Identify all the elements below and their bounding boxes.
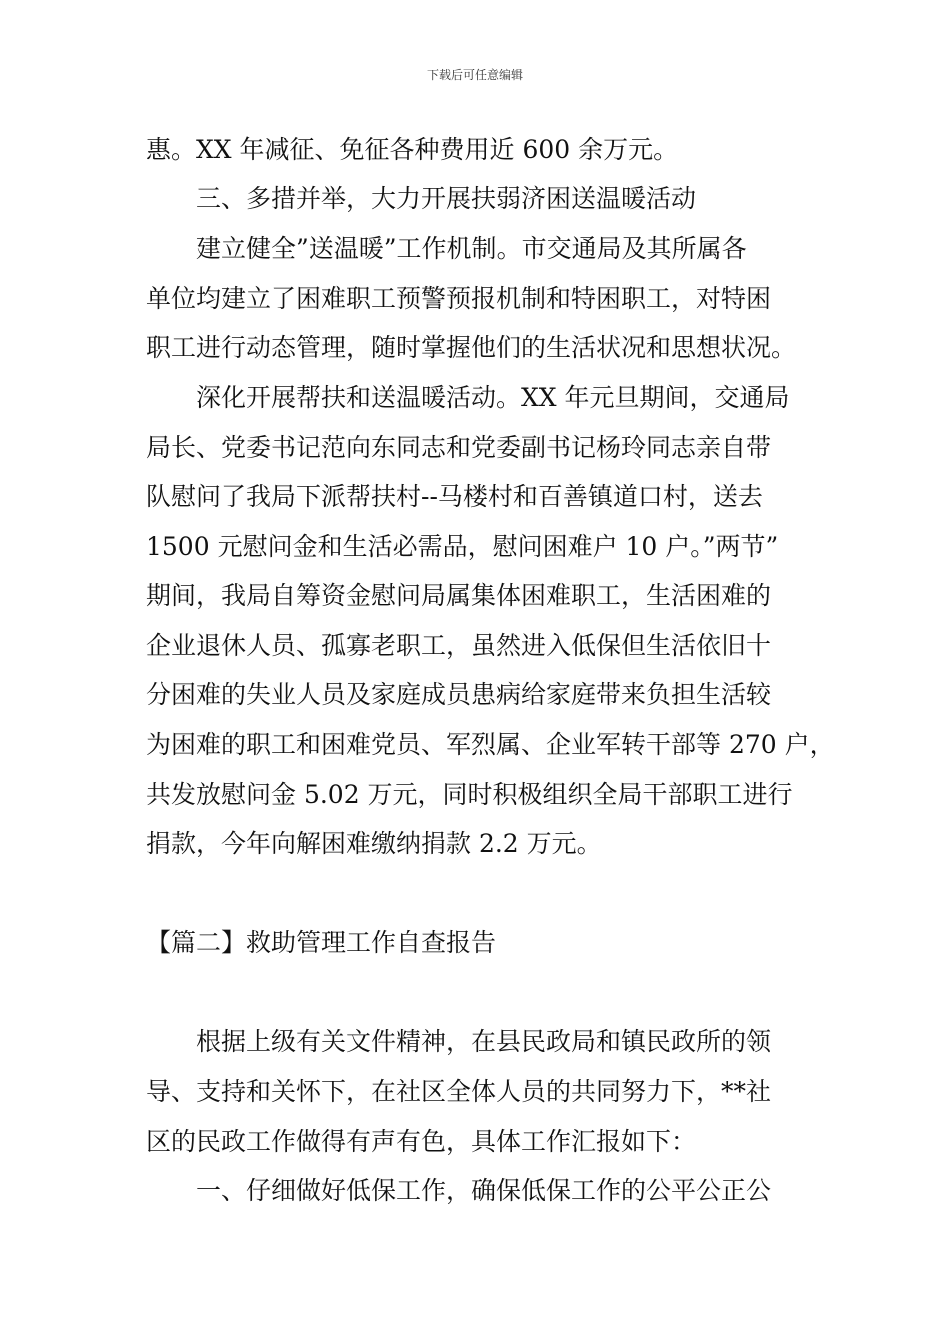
body-line: 共发放慰问金 5.02 万元，同时积极组织全局干部职工进行 <box>146 780 793 809</box>
body-line: 企业退休人员、孤寡老职工，虽然进入低保但生活依旧十 <box>146 631 772 660</box>
body-line: 深化开展帮扶和送温暖活动。XX 年元旦期间，交通局 <box>196 383 790 412</box>
body-line: 根据上级有关文件精神，在县民政局和镇民政所的领 <box>196 1027 772 1056</box>
body-line: 1500 元慰问金和生活必需品，慰问困难户 10 户。”两节” <box>146 532 779 561</box>
body-line: 为困难的职工和困难党员、军烈属、企业军转干部等 270 户， <box>146 730 835 759</box>
body-line: 局长、党委书记范向东同志和党委副书记杨玲同志亲自带 <box>146 433 772 462</box>
body-line: 惠。XX 年减征、免征各种费用近 600 余万元。 <box>146 135 679 164</box>
page-header-note: 下载后可任意编辑 <box>426 68 523 82</box>
body-line: 分困难的失业人员及家庭成员患病给家庭带来负担生活较 <box>146 680 772 709</box>
article-title: 【篇二】救助管理工作自查报告 <box>146 928 497 957</box>
body-line: 建立健全”送温暖”工作机制。市交通局及其所属各 <box>196 234 747 263</box>
body-line: 职工进行动态管理，随时掌握他们的生活状况和思想状况。 <box>146 333 797 362</box>
section-heading-line: 一、仔细做好低保工作，确保低保工作的公平公正公 <box>196 1176 772 1205</box>
body-line: 单位均建立了困难职工预警预报机制和特困职工，对特困 <box>146 284 772 313</box>
section-heading-line: 三、多措并举，大力开展扶弱济困送温暖活动 <box>196 184 697 213</box>
body-line: 捐款，今年向解困难缴纳捐款 2.2 万元。 <box>146 829 602 858</box>
body-line: 队慰问了我局下派帮扶村--马楼村和百善镇道口村，送去 <box>146 482 763 511</box>
body-line: 导、支持和关怀下，在社区全体人员的共同努力下，**社 <box>146 1077 772 1106</box>
body-line: 区的民政工作做得有声有色，具体工作汇报如下： <box>146 1127 697 1156</box>
body-line: 期间，我局自筹资金慰问局属集体困难职工，生活困难的 <box>146 581 772 610</box>
